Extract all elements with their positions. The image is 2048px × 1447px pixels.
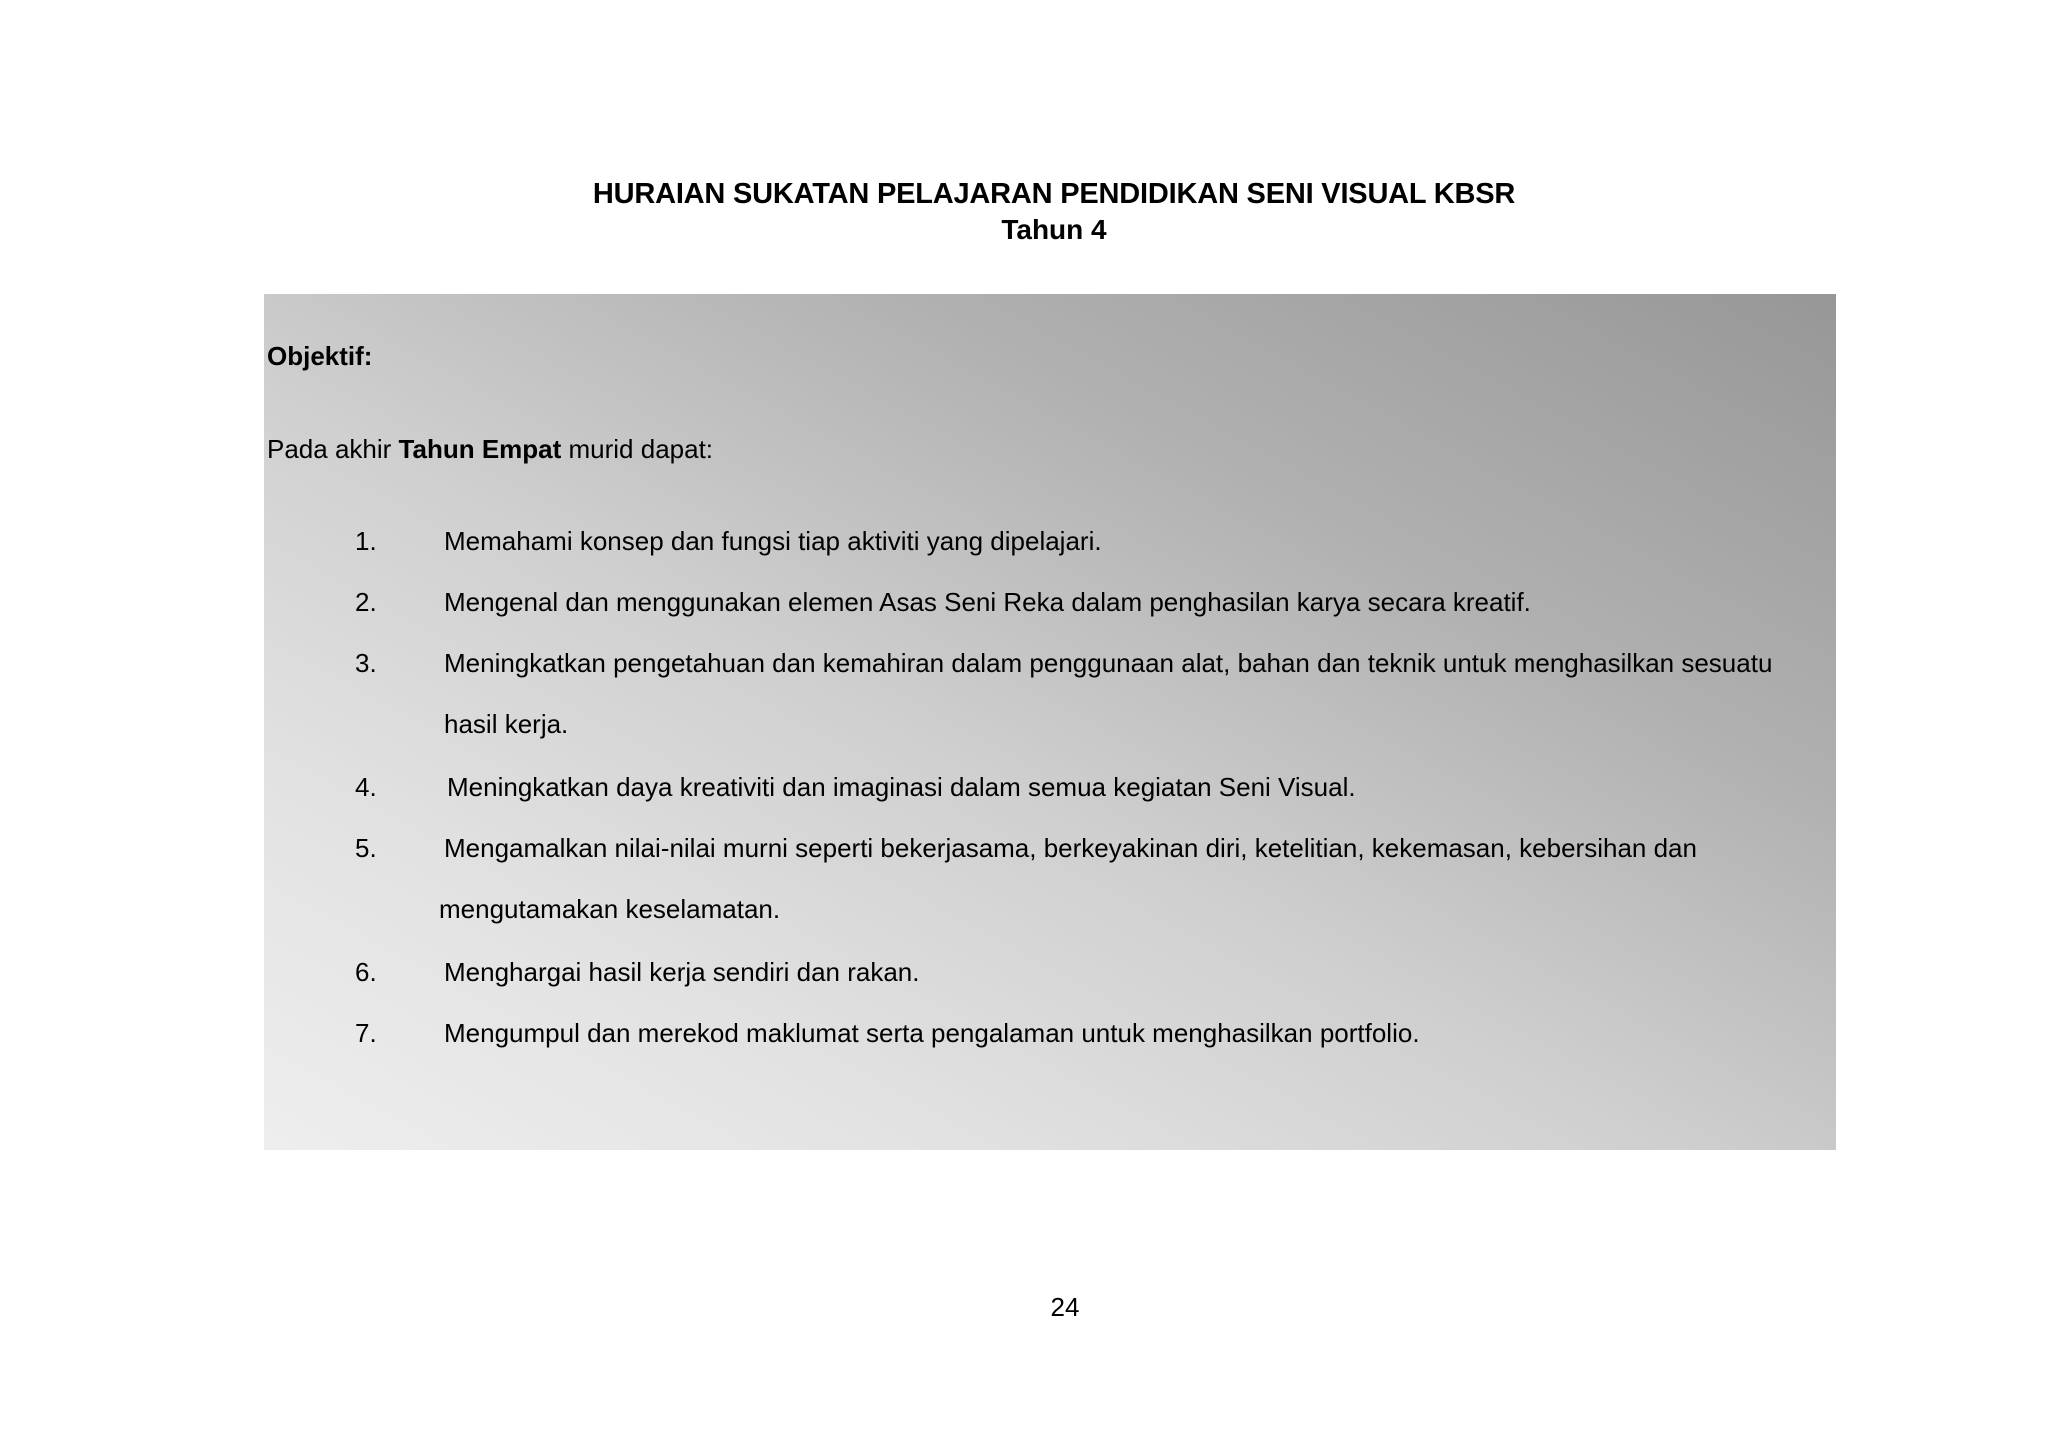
intro-bold: Tahun Empat [398, 434, 562, 464]
objective-number: 2. [355, 587, 377, 617]
objective-number: 3. [355, 648, 377, 678]
objective-text: Mengamalkan nilai-nilai murni seperti bekerjasama, berkeyakinan diri, ketelitian, kekemasan, kebersihan dan [444, 833, 1697, 863]
objectives-intro [267, 433, 713, 465]
objective-text: Meningkatkan daya kreativiti dan imaginasi dalam semua kegiatan Seni Visual. [447, 772, 1356, 802]
objective-number: 5. [355, 833, 377, 863]
objective-number: 4. [355, 772, 377, 802]
intro-suffix: murid dapat: [561, 434, 714, 464]
objective-text: Menghargai hasil kerja sendiri dan rakan. [444, 957, 920, 987]
objectives-heading: Objektif: [267, 341, 373, 371]
document-title: HURAIAN SUKATAN PELAJARAN PENDIDIKAN SENI VISUAL KBSR [592, 178, 1516, 210]
objective-continuation-5: mengutamakan keselamatan. [439, 894, 781, 924]
objective-continuation-3: hasil kerja. [444, 709, 569, 739]
objective-text: Mengenal dan menggunakan elemen Asas Seni Reka dalam penghasilan karya secara kreatif. [444, 587, 1531, 617]
objective-text: Memahami konsep dan fungsi tiap aktiviti yang dipelajari. [444, 526, 1102, 556]
objective-number: 7. [355, 1018, 377, 1048]
objective-number: 1. [355, 526, 377, 556]
document-subtitle: Tahun 4 [1001, 214, 1107, 245]
document-header [0, 176, 2048, 248]
page-number: 24 [1050, 1292, 1080, 1322]
intro-prefix: Pada akhir [267, 434, 399, 464]
objective-number: 6. [355, 957, 377, 987]
objective-text: Meningkatkan pengetahuan dan kemahiran dalam penggunaan alat, bahan dan teknik untuk menghasilkan sesuatu [444, 648, 1773, 678]
objective-text: Mengumpul dan merekod maklumat serta pengalaman untuk menghasilkan portfolio. [444, 1018, 1420, 1048]
objectives-panel [264, 294, 1836, 1150]
